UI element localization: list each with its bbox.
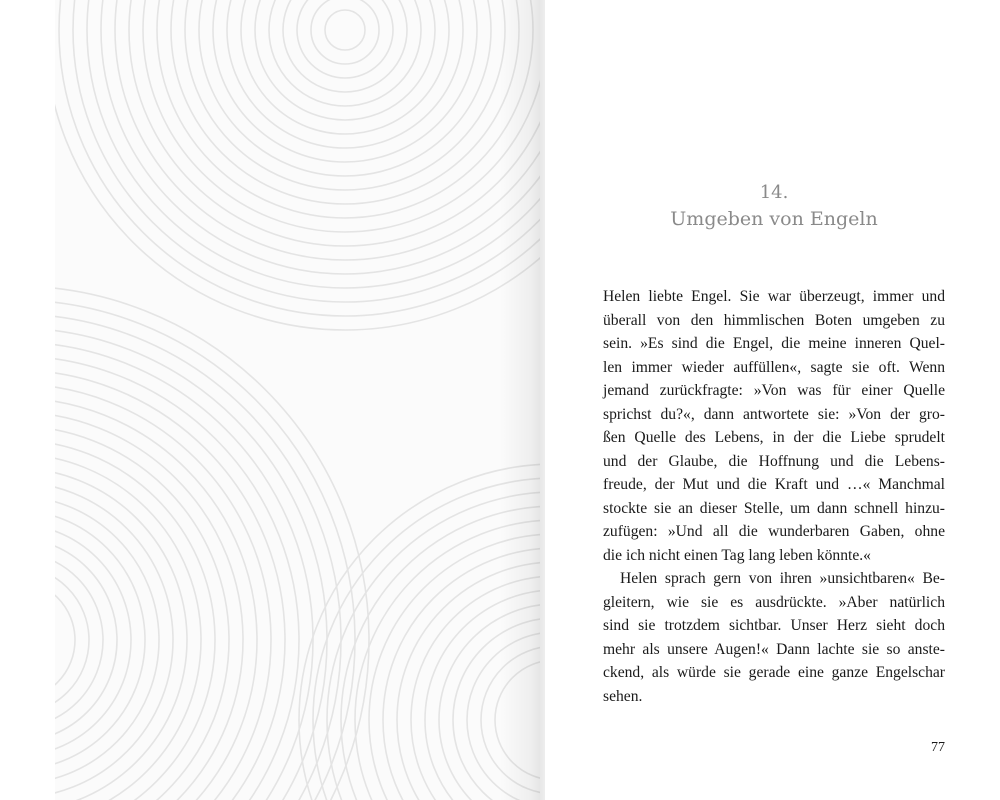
text-line: ckend, als würde sie gerade eine ganze Engelschar bbox=[603, 664, 945, 681]
ornament-arc bbox=[55, 538, 117, 742]
ornament-arc bbox=[129, 0, 540, 246]
ornament-arc bbox=[341, 506, 540, 800]
left-page-ornament bbox=[55, 0, 540, 800]
page-number bbox=[931, 740, 945, 756]
text-line: mehr als unsere Augen!« Dann lachte sie so anste- bbox=[603, 640, 945, 658]
text-line: jemand zurückfragte: »Von was für einer Quelle bbox=[603, 382, 945, 399]
ornament-arc bbox=[481, 646, 540, 794]
paragraph-2 bbox=[603, 567, 945, 708]
ornament-arc bbox=[369, 534, 540, 800]
ornament-arc bbox=[55, 524, 131, 756]
right-page bbox=[545, 0, 1000, 800]
ornament-arc bbox=[255, 0, 435, 120]
ornament-arc bbox=[55, 566, 89, 714]
text-line: zufügen: »Und all die wunderbaren Gaben, ohne bbox=[603, 523, 945, 540]
text-line: Helen liebte Engel. Sie war überzeugt, immer und bbox=[603, 288, 945, 305]
text-line: Helen sprach gern von ihren »unsichtbaren« Be- bbox=[620, 570, 945, 587]
text-line: überall von den himmlischen Boten umgeben zu bbox=[603, 311, 945, 329]
text-line: len immer wieder auffüllen«, sagte sie oft. Wenn bbox=[603, 358, 945, 376]
ornament-arc bbox=[101, 0, 540, 274]
chapter-number-text: 14. bbox=[759, 182, 789, 203]
concentric-circles-pattern bbox=[55, 0, 540, 800]
text-line: stockte sie an dieser Stelle, um dann schnell hinzu- bbox=[603, 499, 945, 517]
text-line: die ich nicht einen Tag lang leben könnte.« bbox=[603, 546, 871, 564]
ornament-arc bbox=[55, 356, 299, 800]
ornament-arc bbox=[55, 482, 173, 798]
text-line: sind sie trotzdem sichtbar. Unser Herz sieht doch bbox=[603, 617, 945, 634]
ornament-arc bbox=[241, 0, 449, 134]
ornament-arc bbox=[55, 0, 540, 330]
ornament-arc bbox=[55, 412, 243, 800]
ornament-arc bbox=[213, 0, 477, 162]
ornament-arc bbox=[325, 10, 365, 50]
ornament-arc bbox=[269, 0, 421, 106]
ornament-arc bbox=[55, 454, 201, 800]
paragraph-1 bbox=[603, 285, 945, 567]
chapter-title-text: Umgeben von Engeln bbox=[670, 208, 878, 230]
ornament-arc bbox=[495, 660, 540, 780]
text-line: und der Glaube, die Hoffnung und die Lebens- bbox=[603, 452, 945, 470]
text-line: sprichst du?«, dann antwortete sie: »Von der gro- bbox=[603, 405, 945, 423]
ornament-arc bbox=[55, 580, 75, 700]
ornament-arc bbox=[227, 0, 463, 148]
text-line: freude, der Mut und die Kraft und …« Manchmal bbox=[603, 476, 945, 493]
text-line: sein. »Es sind die Engel, die meine inneren Quel- bbox=[603, 335, 945, 352]
ornament-arc bbox=[55, 496, 159, 784]
text-line: sehen. bbox=[603, 687, 643, 705]
text-line: ßen Quelle des Lebens, in der die Liebe sprudelt bbox=[603, 429, 945, 446]
text-line: gleitern, wie sie es ausdrückte. »Aber natürlich bbox=[603, 593, 945, 611]
page-number-text: 77 bbox=[931, 740, 945, 755]
body-text bbox=[603, 285, 945, 708]
